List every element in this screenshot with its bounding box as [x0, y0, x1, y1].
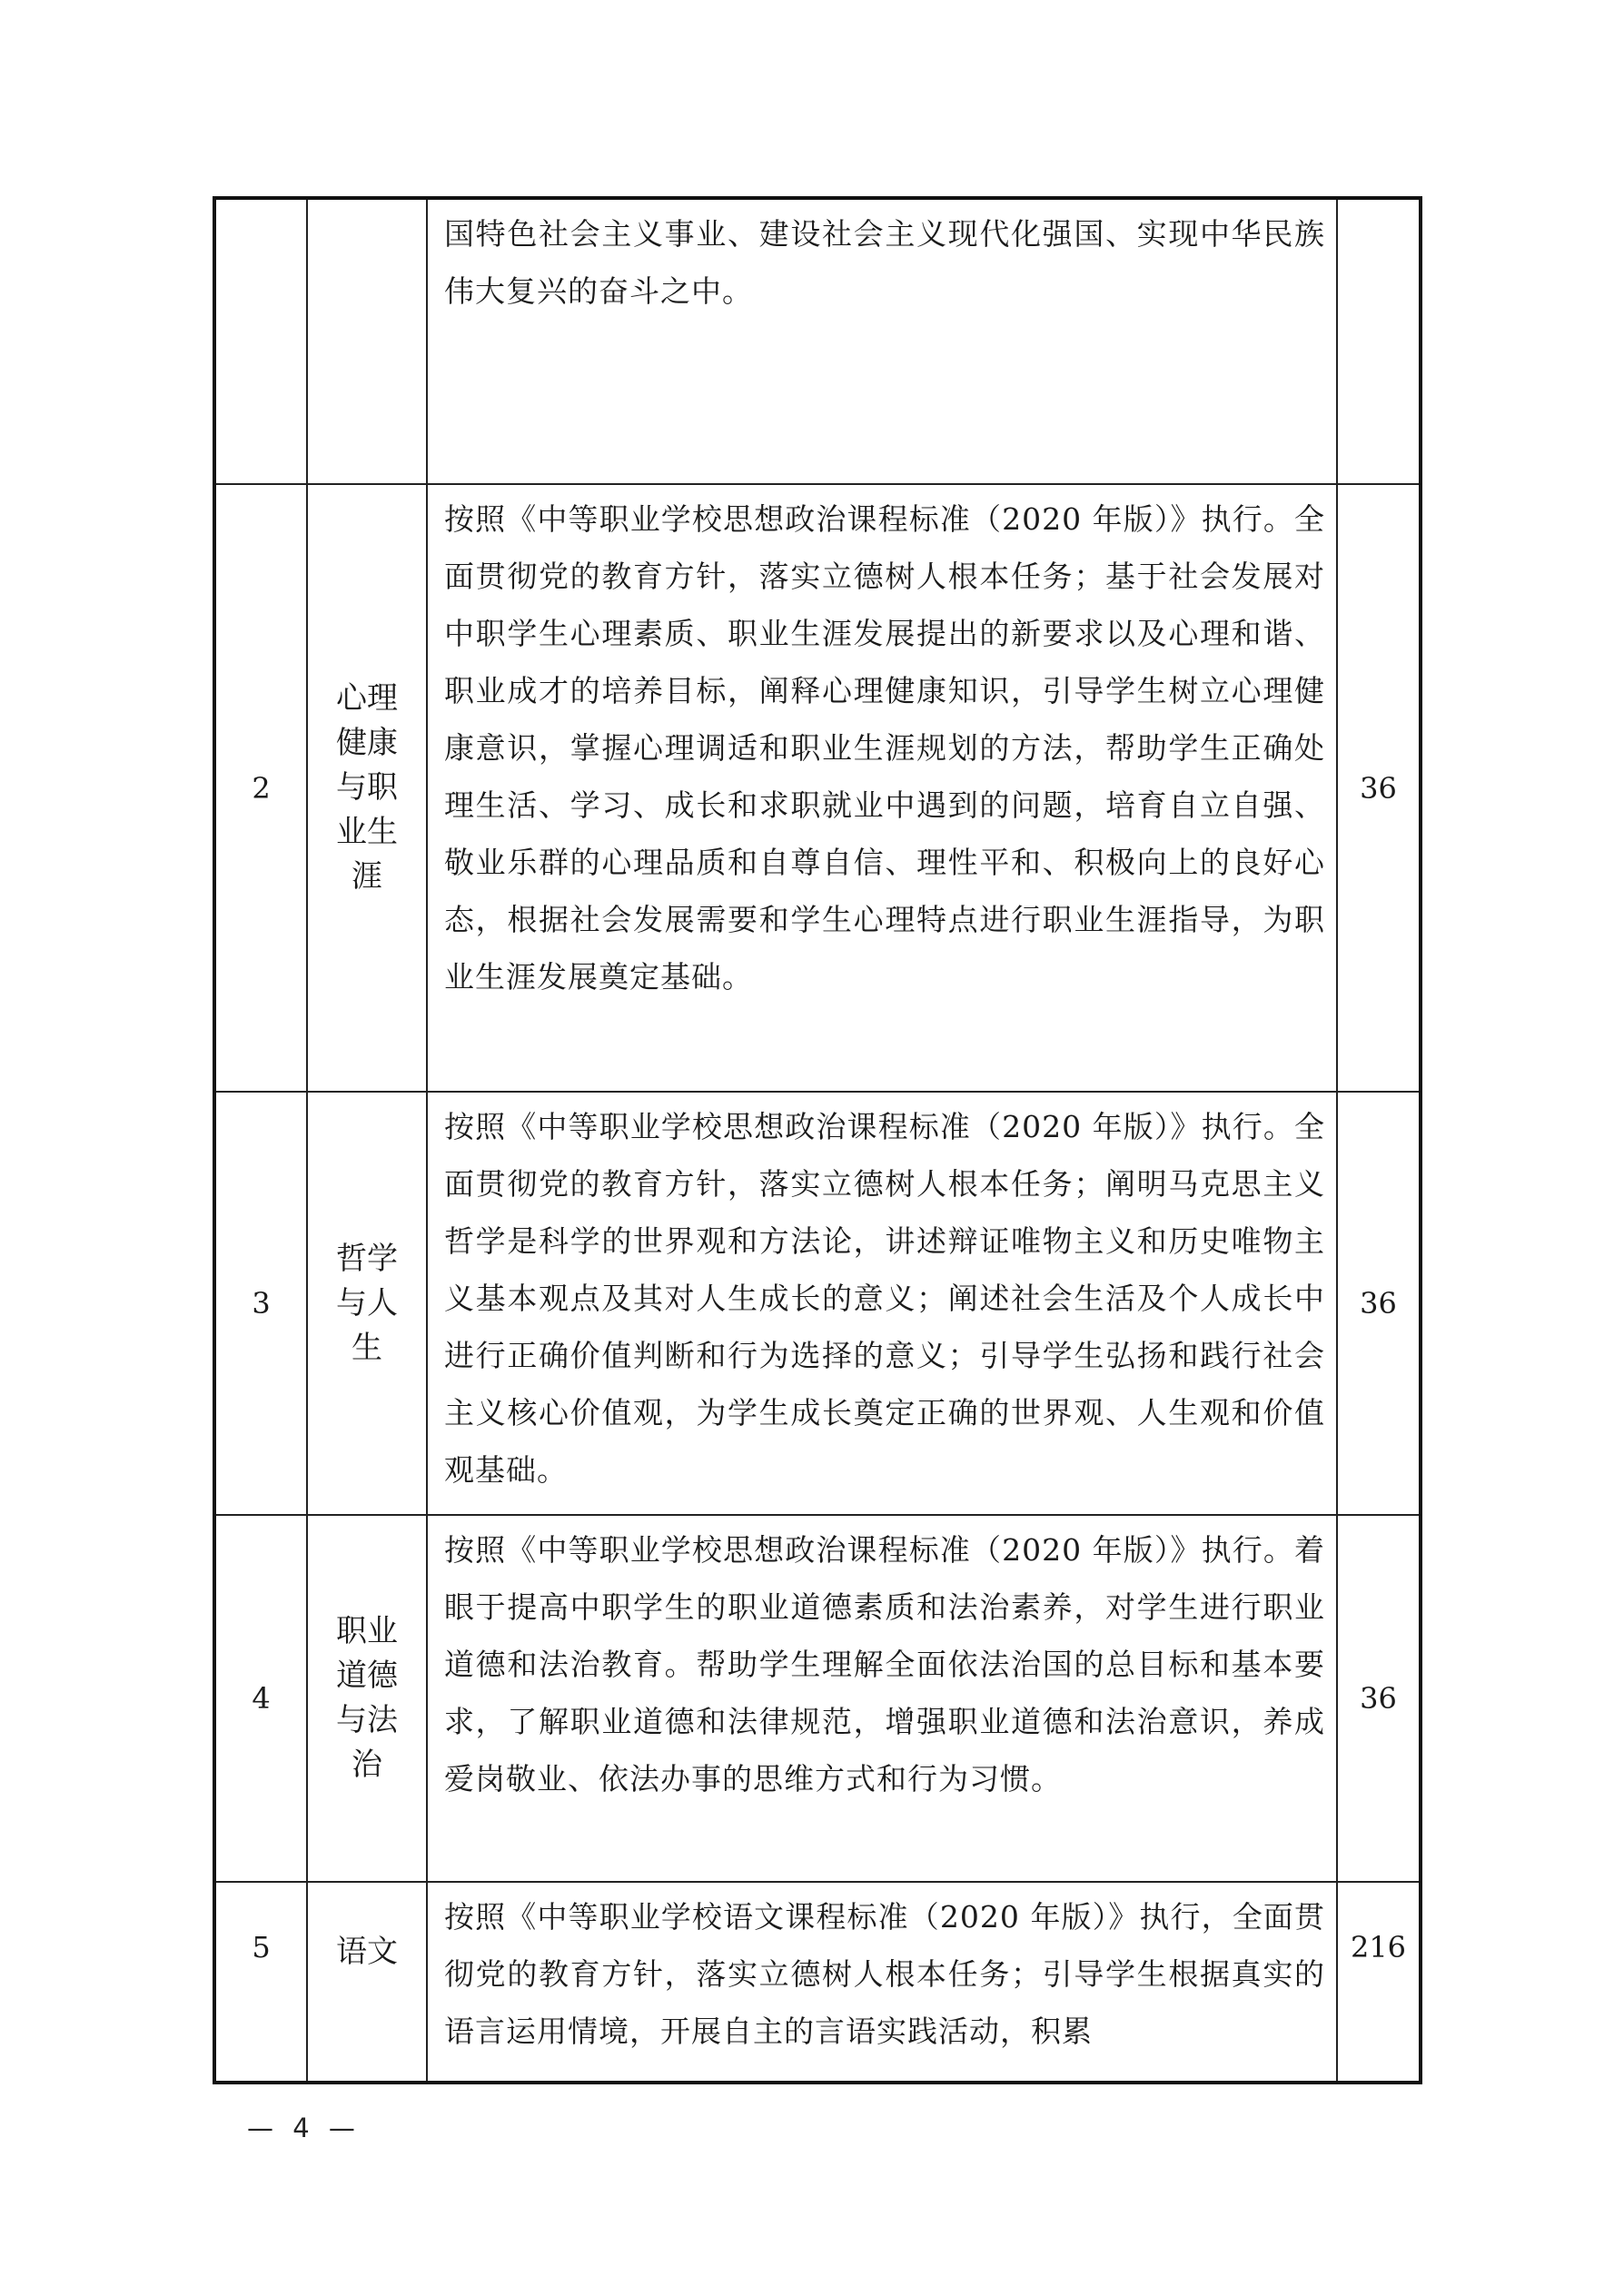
course-name	[307, 1515, 427, 1882]
course-name-text: 心理健康与职业生涯	[336, 680, 398, 895]
table-row	[214, 484, 1421, 1092]
course-hours: 36	[1337, 1092, 1421, 1515]
course-name	[307, 198, 427, 484]
table-row	[214, 198, 1421, 484]
table-row	[214, 1515, 1421, 1882]
row-number	[214, 198, 307, 484]
course-description: 按照《中等职业学校思想政治课程标准（2020 年版）》执行。全面贯彻党的教育方针，落实立德树人根本任务；阐明马克思主义哲学是科学的世界观和方法论，讲述辩证唯物主义和历史唯物主义基本观点及其对人生成长的意义；阐述社会生活及个人成长中进行正确价值判断和行为选择的意义；引导学生弘扬和践行社会主义核心价值观，为学生成长奠定正确的世界观、人生观和价值观基础。	[427, 1092, 1337, 1515]
table-row	[214, 1092, 1421, 1515]
course-description: 按照《中等职业学校语文课程标准（2020 年版）》执行，全面贯彻党的教育方针，落实立德树人根本任务；引导学生根据真实的语言运用情境，开展自主的言语实践活动，积累	[427, 1882, 1337, 2083]
row-number: 3	[214, 1092, 307, 1515]
course-name-text: 职业道德与法治	[336, 1613, 398, 1783]
course-hours: 216	[1337, 1882, 1421, 2083]
course-hours: 36	[1337, 1515, 1421, 1882]
course-name-text: 哲学与人生	[336, 1240, 398, 1366]
table-row	[214, 1882, 1421, 2083]
course-hours: 36	[1337, 484, 1421, 1092]
course-description: 按照《中等职业学校思想政治课程标准（2020 年版）》执行。全面贯彻党的教育方针，落实立德树人根本任务；基于社会发展对中职学生心理素质、职业生涯发展提出的新要求以及心理和谐、职业成才的培养目标，阐释心理健康知识，引导学生树立心理健康意识，掌握心理调适和职业生涯规划的方法，帮助学生正确处理生活、学习、成长和求职就业中遇到的问题，培育自立自强、敬业乐群的心理品质和自尊自信、理性平和、积极向上的良好心态，根据社会发展需要和学生心理特点进行职业生涯指导，为职业生涯发展奠定基础。	[427, 484, 1337, 1092]
course-description: 国特色社会主义事业、建设社会主义现代化强国、实现中华民族伟大复兴的奋斗之中。	[427, 198, 1337, 484]
course-hours	[1337, 198, 1421, 484]
course-name	[307, 1092, 427, 1515]
course-table	[213, 196, 1422, 2084]
row-number: 2	[214, 484, 307, 1092]
course-name-text: 语文	[336, 1934, 398, 1970]
course-name	[307, 484, 427, 1092]
course-name	[307, 1882, 427, 2083]
course-description: 按照《中等职业学校思想政治课程标准（2020 年版）》执行。着眼于提高中职学生的职业道德素质和法治素养，对学生进行职业道德和法治教育。帮助学生理解全面依法治国的总目标和基本要求，了解职业道德和法律规范，增强职业道德和法治意识，养成爱岗敬业、依法办事的思维方式和行为习惯。	[427, 1515, 1337, 1882]
page-number: — 4 —	[247, 2113, 361, 2143]
row-number: 5	[214, 1882, 307, 2083]
row-number: 4	[214, 1515, 307, 1882]
